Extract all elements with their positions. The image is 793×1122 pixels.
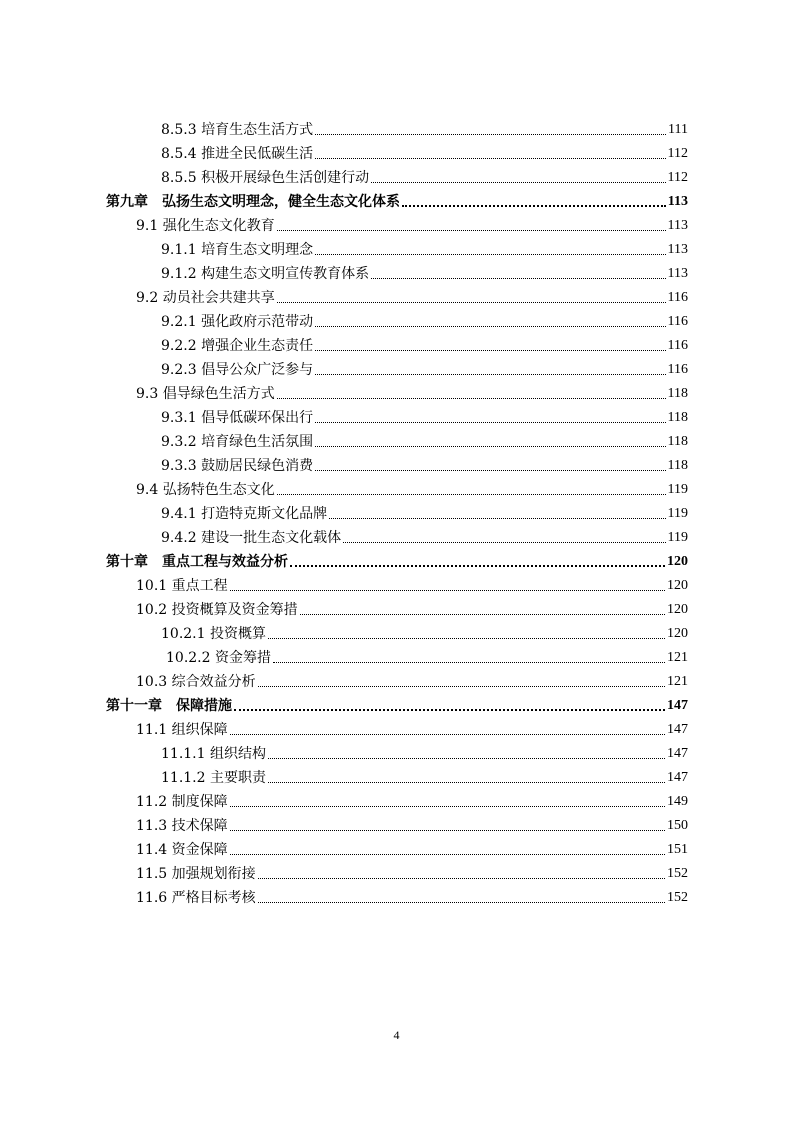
toc-entry-label: 10.2.1 投资概算 bbox=[161, 626, 266, 642]
toc-entry-page: 118 bbox=[667, 386, 688, 401]
toc-entry[interactable] bbox=[0, 235, 793, 259]
toc-entry[interactable] bbox=[0, 595, 793, 619]
toc-entry[interactable] bbox=[0, 283, 793, 307]
toc-leader-dots bbox=[258, 902, 665, 903]
toc-entry-label: 9.2 动员社会共建共享 bbox=[136, 290, 275, 306]
toc-entry[interactable] bbox=[0, 139, 793, 163]
toc-entry-page: 118 bbox=[667, 410, 688, 425]
toc-leader-dots bbox=[277, 302, 666, 303]
toc-entry-page: 116 bbox=[667, 362, 688, 377]
toc-leader-dots bbox=[371, 278, 665, 279]
toc-leader-dots bbox=[258, 686, 665, 687]
toc-entry-page: 112 bbox=[667, 170, 688, 185]
toc-entry[interactable] bbox=[0, 787, 793, 811]
toc-entry-page: 120 bbox=[667, 626, 688, 641]
toc-entry-page: 116 bbox=[667, 338, 688, 353]
toc-leader-dots bbox=[273, 662, 665, 663]
toc-entry-label: 9.2.3 倡导公众广泛参与 bbox=[161, 362, 314, 378]
table-of-contents bbox=[0, 115, 793, 907]
toc-entry-page: 147 bbox=[667, 698, 688, 713]
toc-entry-label: 9.3.2 培育绿色生活氛围 bbox=[161, 434, 314, 450]
toc-entry-page: 119 bbox=[667, 506, 688, 521]
toc-entry[interactable] bbox=[0, 115, 793, 139]
toc-entry[interactable] bbox=[0, 403, 793, 427]
toc-entry-label: 9.4 弘扬特色生态文化 bbox=[136, 482, 275, 498]
toc-leader-dots bbox=[230, 734, 665, 735]
toc-chapter-entry[interactable] bbox=[0, 691, 793, 715]
toc-entry-label: 10.1 重点工程 bbox=[136, 578, 228, 594]
toc-entry-label: 第十章 重点工程与效益分析 bbox=[106, 554, 288, 570]
toc-entry-label: 9.3.1 倡导低碳环保出行 bbox=[161, 410, 314, 426]
toc-entry[interactable] bbox=[0, 355, 793, 379]
toc-leader-dots bbox=[315, 446, 665, 447]
toc-entry[interactable] bbox=[0, 619, 793, 643]
toc-entry[interactable] bbox=[0, 259, 793, 283]
toc-chapter-entry[interactable] bbox=[0, 187, 793, 211]
toc-entry[interactable] bbox=[0, 475, 793, 499]
toc-leader-dots bbox=[315, 326, 665, 327]
toc-entry[interactable] bbox=[0, 307, 793, 331]
toc-entry[interactable] bbox=[0, 715, 793, 739]
toc-leader-dots bbox=[315, 422, 665, 423]
toc-entry[interactable] bbox=[0, 211, 793, 235]
toc-entry-page: 120 bbox=[667, 578, 688, 593]
toc-entry-label: 9.1.2 构建生态文明宣传教育体系 bbox=[161, 266, 370, 282]
toc-entry[interactable] bbox=[0, 379, 793, 403]
toc-entry-label: 9.4.2 建设一批生态文化载体 bbox=[161, 530, 342, 546]
toc-entry-label: 11.2 制度保障 bbox=[136, 794, 228, 810]
toc-entry-label: 8.5.4 推进全民低碳生活 bbox=[161, 146, 314, 162]
toc-entry-label: 9.4.1 打造特克斯文化品牌 bbox=[161, 506, 328, 522]
toc-leader-dots bbox=[230, 590, 665, 591]
toc-leader-dots bbox=[315, 134, 666, 135]
toc-entry-label: 10.2.2 资金筹措 bbox=[166, 650, 271, 666]
toc-chapter-entry[interactable] bbox=[0, 547, 793, 571]
toc-entry[interactable] bbox=[0, 451, 793, 475]
toc-leader-dots bbox=[329, 518, 665, 519]
toc-entry[interactable] bbox=[0, 643, 793, 667]
toc-entry-label: 11.3 技术保障 bbox=[136, 818, 228, 834]
toc-entry[interactable] bbox=[0, 835, 793, 859]
toc-entry-page: 152 bbox=[667, 890, 688, 905]
toc-entry-label: 11.1.2 主要职责 bbox=[161, 770, 266, 786]
toc-leader-dots bbox=[277, 398, 666, 399]
toc-entry-label: 11.1.1 组织结构 bbox=[161, 746, 266, 762]
toc-entry[interactable] bbox=[0, 739, 793, 763]
toc-entry-page: 120 bbox=[667, 602, 688, 617]
toc-leader-dots bbox=[268, 758, 665, 759]
toc-entry-label: 8.5.5 积极开展绿色生活创建行动 bbox=[161, 170, 370, 186]
toc-leader-dots bbox=[230, 806, 665, 807]
toc-entry-page: 147 bbox=[667, 746, 688, 761]
toc-entry-label: 9.2.2 增强企业生态责任 bbox=[161, 338, 314, 354]
toc-leader-dots bbox=[315, 374, 665, 375]
toc-entry[interactable] bbox=[0, 571, 793, 595]
toc-entry-page: 118 bbox=[667, 458, 688, 473]
toc-entry-page: 119 bbox=[667, 530, 688, 545]
toc-entry[interactable] bbox=[0, 883, 793, 907]
toc-entry-page: 111 bbox=[668, 122, 688, 137]
toc-entry[interactable] bbox=[0, 163, 793, 187]
toc-leader-dots bbox=[315, 350, 665, 351]
toc-entry-label: 9.3.3 鼓励居民绿色消费 bbox=[161, 458, 314, 474]
toc-entry-page: 113 bbox=[667, 194, 688, 209]
toc-leader-dots bbox=[315, 254, 665, 255]
toc-entry-label: 11.6 严格目标考核 bbox=[136, 890, 256, 906]
toc-leader-dots bbox=[371, 182, 665, 183]
toc-entry-page: 121 bbox=[667, 650, 688, 665]
toc-entry[interactable] bbox=[0, 427, 793, 451]
toc-entry-page: 150 bbox=[667, 818, 688, 833]
toc-entry-page: 113 bbox=[667, 266, 688, 281]
toc-leader-dots bbox=[290, 565, 665, 567]
toc-leader-dots bbox=[268, 638, 665, 639]
toc-entry[interactable] bbox=[0, 859, 793, 883]
toc-entry-label: 11.5 加强规划衔接 bbox=[136, 866, 256, 882]
toc-entry[interactable] bbox=[0, 499, 793, 523]
toc-entry[interactable] bbox=[0, 331, 793, 355]
toc-entry-page: 149 bbox=[667, 794, 688, 809]
toc-leader-dots bbox=[300, 614, 665, 615]
toc-entry[interactable] bbox=[0, 811, 793, 835]
toc-entry-page: 119 bbox=[667, 482, 688, 497]
toc-leader-dots bbox=[343, 542, 665, 543]
toc-leader-dots bbox=[277, 494, 666, 495]
toc-entry[interactable] bbox=[0, 667, 793, 691]
toc-entry-page: 118 bbox=[667, 434, 688, 449]
toc-leader-dots bbox=[268, 782, 665, 783]
toc-entry-page: 116 bbox=[667, 314, 688, 329]
toc-entry-label: 11.1 组织保障 bbox=[136, 722, 228, 738]
toc-leader-dots bbox=[315, 470, 665, 471]
toc-entry-label: 第九章 弘扬生态文明理念，健全生态文化体系 bbox=[106, 194, 400, 210]
toc-entry-page: 121 bbox=[667, 674, 688, 689]
toc-entry-page: 113 bbox=[667, 242, 688, 257]
toc-entry-page: 152 bbox=[667, 866, 688, 881]
toc-leader-dots bbox=[315, 158, 665, 159]
toc-entry-page: 147 bbox=[667, 722, 688, 737]
toc-entry[interactable] bbox=[0, 763, 793, 787]
page-number: 4 bbox=[393, 1028, 400, 1042]
toc-entry-page: 112 bbox=[667, 146, 688, 161]
toc-leader-dots bbox=[230, 830, 665, 831]
toc-leader-dots bbox=[402, 205, 666, 207]
toc-entry-label: 8.5.3 培育生态生活方式 bbox=[161, 122, 314, 138]
toc-entry-label: 9.1.1 培育生态文明理念 bbox=[161, 242, 314, 258]
toc-entry-label: 第十一章 保障措施 bbox=[106, 698, 232, 714]
toc-leader-dots bbox=[258, 878, 665, 879]
toc-leader-dots bbox=[277, 230, 666, 231]
toc-entry[interactable] bbox=[0, 523, 793, 547]
toc-entry-page: 116 bbox=[667, 290, 688, 305]
toc-leader-dots bbox=[234, 709, 665, 711]
toc-entry-label: 9.3 倡导绿色生活方式 bbox=[136, 386, 275, 402]
toc-entry-page: 113 bbox=[667, 218, 688, 233]
toc-leader-dots bbox=[230, 854, 665, 855]
toc-entry-page: 147 bbox=[667, 770, 688, 785]
toc-entry-label: 10.2 投资概算及资金筹措 bbox=[136, 602, 298, 618]
toc-entry-label: 11.4 资金保障 bbox=[136, 842, 228, 858]
toc-entry-label: 9.1 强化生态文化教育 bbox=[136, 218, 275, 234]
toc-entry-page: 120 bbox=[667, 554, 688, 569]
toc-entry-label: 9.2.1 强化政府示范带动 bbox=[161, 314, 314, 330]
toc-entry-label: 10.3 综合效益分析 bbox=[136, 674, 256, 690]
toc-entry-page: 151 bbox=[667, 842, 688, 857]
